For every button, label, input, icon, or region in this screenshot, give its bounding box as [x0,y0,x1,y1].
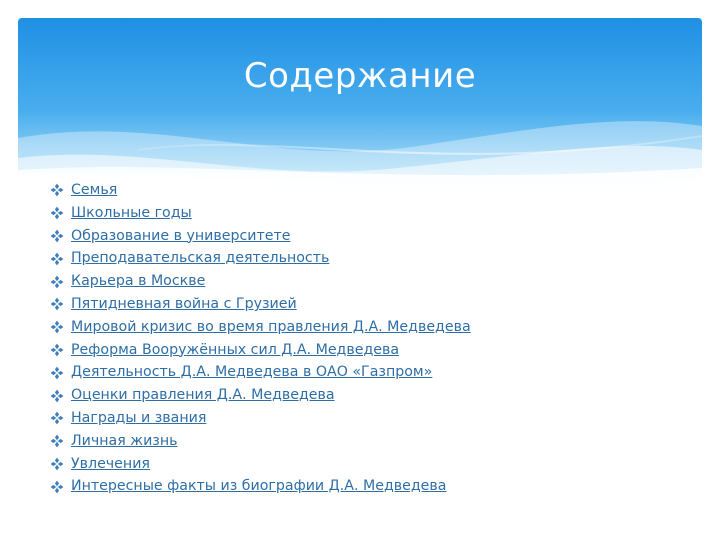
toc-link[interactable]: Образование в университете [71,227,291,244]
toc-item [50,339,471,362]
toc-item [50,202,471,225]
four-diamond-bullet-icon [50,297,64,311]
toc-item [50,407,471,430]
toc-link[interactable]: Семья [71,182,118,198]
toc-item [50,270,471,293]
four-diamond-bullet-icon [50,457,64,471]
toc-link[interactable]: Увлечения [71,455,150,472]
header-band [18,18,702,188]
toc-link[interactable]: Интересные факты из биографии Д.А. Медведева [71,478,447,495]
toc-item [50,361,471,384]
four-diamond-bullet-icon [50,480,64,494]
toc-link[interactable]: Деятельность Д.А. Медведева в ОАО «Газпром» [71,364,433,381]
toc-link[interactable]: Реформа Вооружённых сил Д.А. Медведева [71,341,400,358]
toc-item [50,475,471,498]
four-diamond-bullet-icon [50,275,64,289]
four-diamond-bullet-icon [50,411,64,425]
four-diamond-bullet-icon [50,183,64,197]
toc-item [50,179,471,202]
toc-link[interactable]: Преподавательская деятельность [71,250,330,267]
toc-item [50,247,471,270]
four-diamond-bullet-icon [50,252,64,266]
toc-item [50,225,471,248]
toc-link[interactable]: Мировой кризис во время правления Д.А. Медведева [71,318,471,335]
four-diamond-bullet-icon [50,206,64,220]
toc-link[interactable]: Награды и звания [71,409,207,426]
toc-link[interactable]: Оценки правления Д.А. Медведева [71,387,335,404]
table-of-contents [50,179,471,498]
slide-title: Содержание [243,56,477,96]
toc-link[interactable]: Пятидневная война с Грузией [71,295,297,312]
toc-link[interactable]: Личная жизнь [71,432,178,449]
toc-item [50,384,471,407]
four-diamond-bullet-icon [50,343,64,357]
toc-item [50,293,471,316]
toc-link[interactable]: Карьера в Москве [71,273,206,290]
four-diamond-bullet-icon [50,389,64,403]
four-diamond-bullet-icon [50,229,64,243]
four-diamond-bullet-icon [50,366,64,380]
toc-item [50,453,471,476]
four-diamond-bullet-icon [50,320,64,334]
four-diamond-bullet-icon [50,434,64,448]
toc-link[interactable]: Школьные годы [71,204,192,221]
toc-item [50,430,471,453]
toc-item [50,316,471,339]
header-wave-graphic [18,18,702,188]
